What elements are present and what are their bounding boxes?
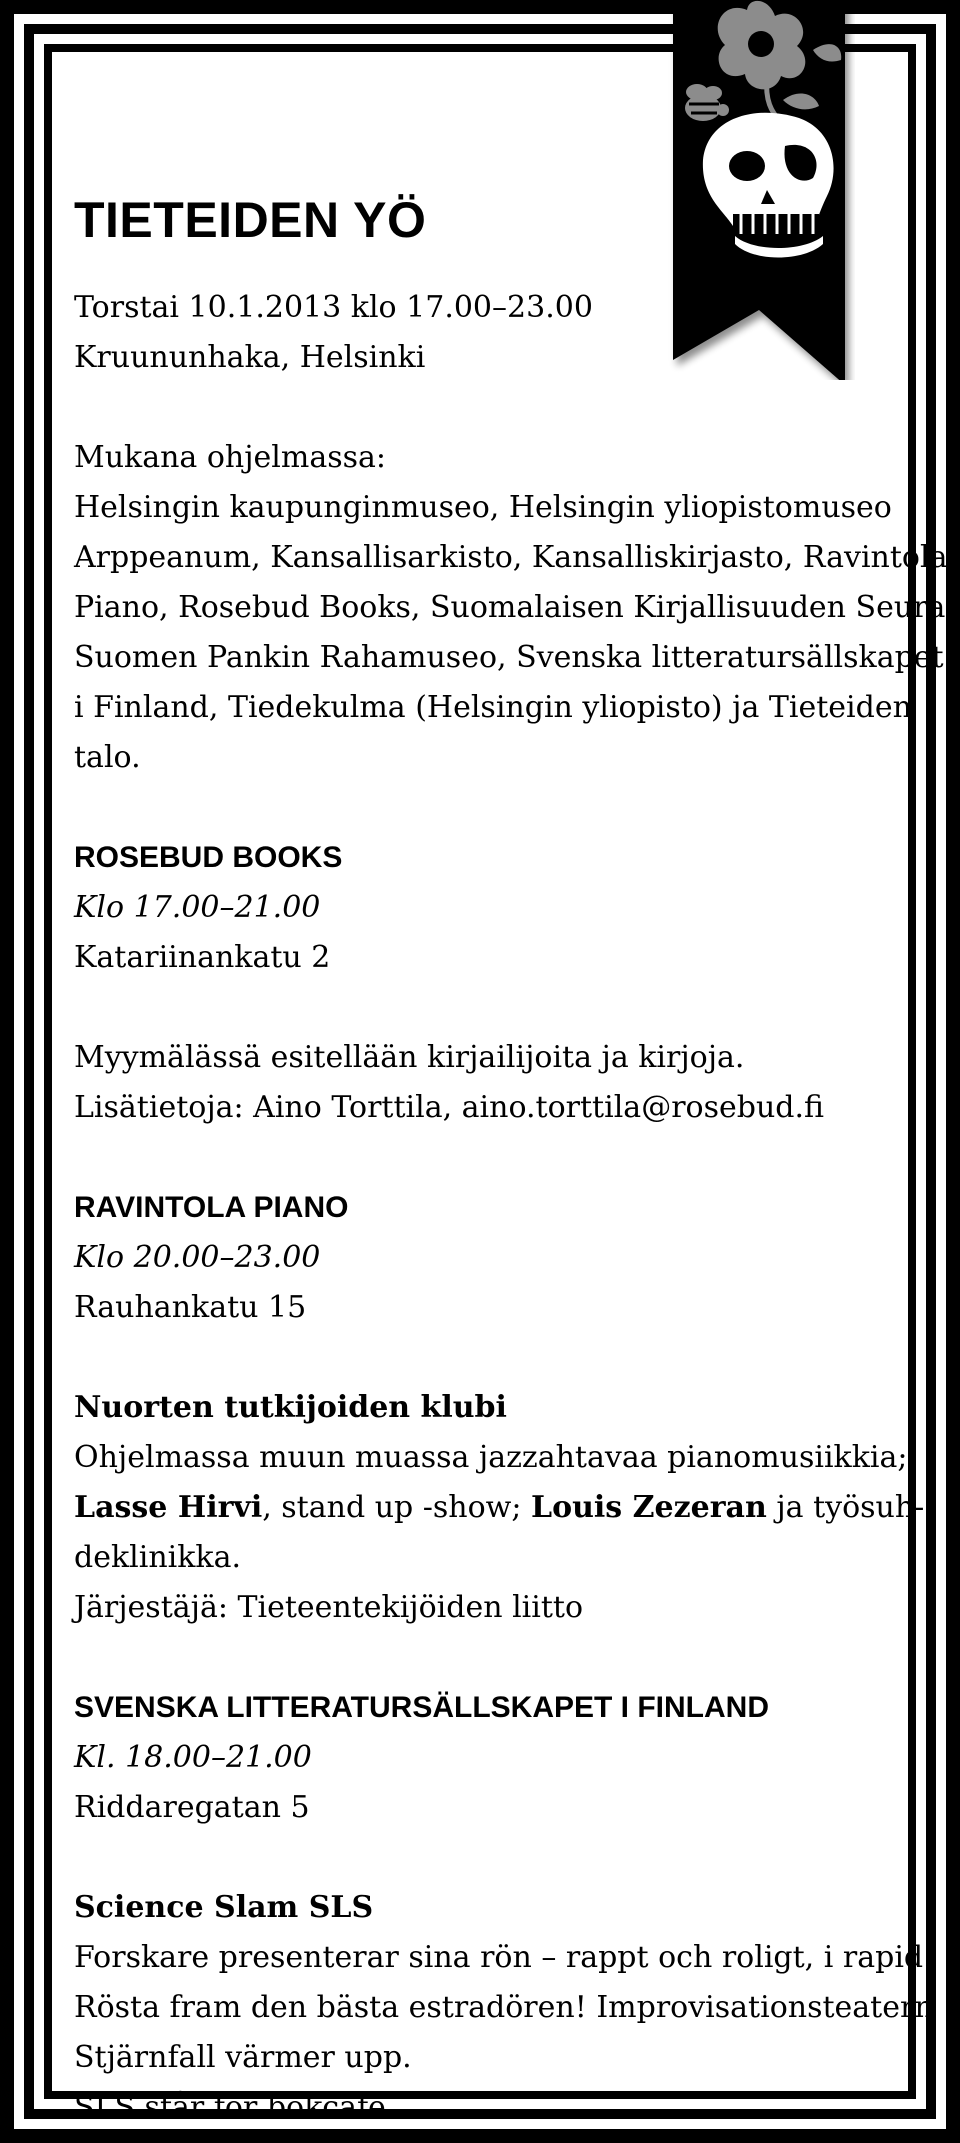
sls-description: Forskare presenterar sina rön – rappt och roligt, i rapid. [74, 1940, 933, 1975]
performer-name: Lasse Hirvi [74, 1490, 263, 1525]
page-title: TIETEIDEN YÖ [74, 192, 427, 248]
spacer [74, 783, 874, 833]
spacer [74, 383, 874, 433]
performer-text: , stand up -show; [262, 1490, 531, 1525]
piano-event-title: Nuorten tutkijoiden klubi [74, 1390, 507, 1425]
spacer [74, 1333, 874, 1383]
rosebud-description: Myymälässä esitellään kirjailijoita ja kirjoja. [74, 1040, 745, 1075]
sls-event-title: Science Slam SLS [74, 1890, 374, 1925]
program-heading: Mukana ohjelmassa: [74, 440, 386, 475]
piano-description-cont: deklinikka. [74, 1540, 242, 1575]
sls-time: Kl. 18.00–21.00 [74, 1740, 312, 1775]
sls-description: Rösta fram den bästa estradören! Improvisationsteatern [74, 1990, 934, 2025]
rosebud-contact: Lisätietoja: Aino Torttila, aino.torttila@rosebud.fi [74, 1090, 825, 1125]
performer-text: ja työsuh- [766, 1490, 925, 1525]
rosebud-time: Klo 17.00–21.00 [74, 890, 321, 925]
rosebud-address: Katariinankatu 2 [74, 940, 331, 975]
program-line: Piano, Rosebud Books, Suomalaisen Kirjallisuuden Seura, [74, 590, 955, 625]
program-line: Suomen Pankin Rahamuseo, Svenska litteratursällskapet [74, 640, 944, 675]
event-listing [74, 185, 955, 2133]
spacer [74, 1833, 874, 1883]
piano-description: Ohjelmassa muun muassa jazzahtavaa pianomusiikkia; [74, 1440, 908, 1475]
piano-address: Rauhankatu 15 [74, 1290, 307, 1325]
program-line: talo. [74, 740, 141, 775]
performer-name: Louis Zezeran [531, 1490, 767, 1525]
piano-performers [74, 1483, 925, 1533]
sls-address: Riddaregatan 5 [74, 1790, 310, 1825]
program-line: Helsingin kaupunginmuseo, Helsingin yliopistomuseo [74, 490, 892, 525]
section-heading-piano: RAVINTOLA PIANO [74, 1191, 349, 1224]
spacer [74, 1633, 874, 1683]
piano-time: Klo 20.00–23.00 [74, 1240, 321, 1275]
program-line: i Finland, Tiedekulma (Helsingin yliopisto) ja Tieteiden [74, 690, 912, 725]
program-line: Arppeanum, Kansallisarkisto, Kansalliskirjasto, Ravintola [74, 540, 948, 575]
event-date: Torstai 10.1.2013 klo 17.00–23.00 [74, 290, 593, 325]
section-heading-rosebud: ROSEBUD BOOKS [74, 841, 343, 874]
piano-organizer: Järjestäjä: Tieteentekijöiden liitto [74, 1590, 584, 1625]
event-location: Kruununhaka, Helsinki [74, 340, 426, 375]
spacer [74, 983, 874, 1033]
section-heading-sls: SVENSKA LITTERATURSÄLLSKAPET I FINLAND [74, 1691, 769, 1724]
sls-description: Stjärnfall värmer upp. [74, 2040, 412, 2075]
spacer [74, 1133, 874, 1183]
sls-description: SLS står för bokcafé. [74, 2090, 396, 2125]
